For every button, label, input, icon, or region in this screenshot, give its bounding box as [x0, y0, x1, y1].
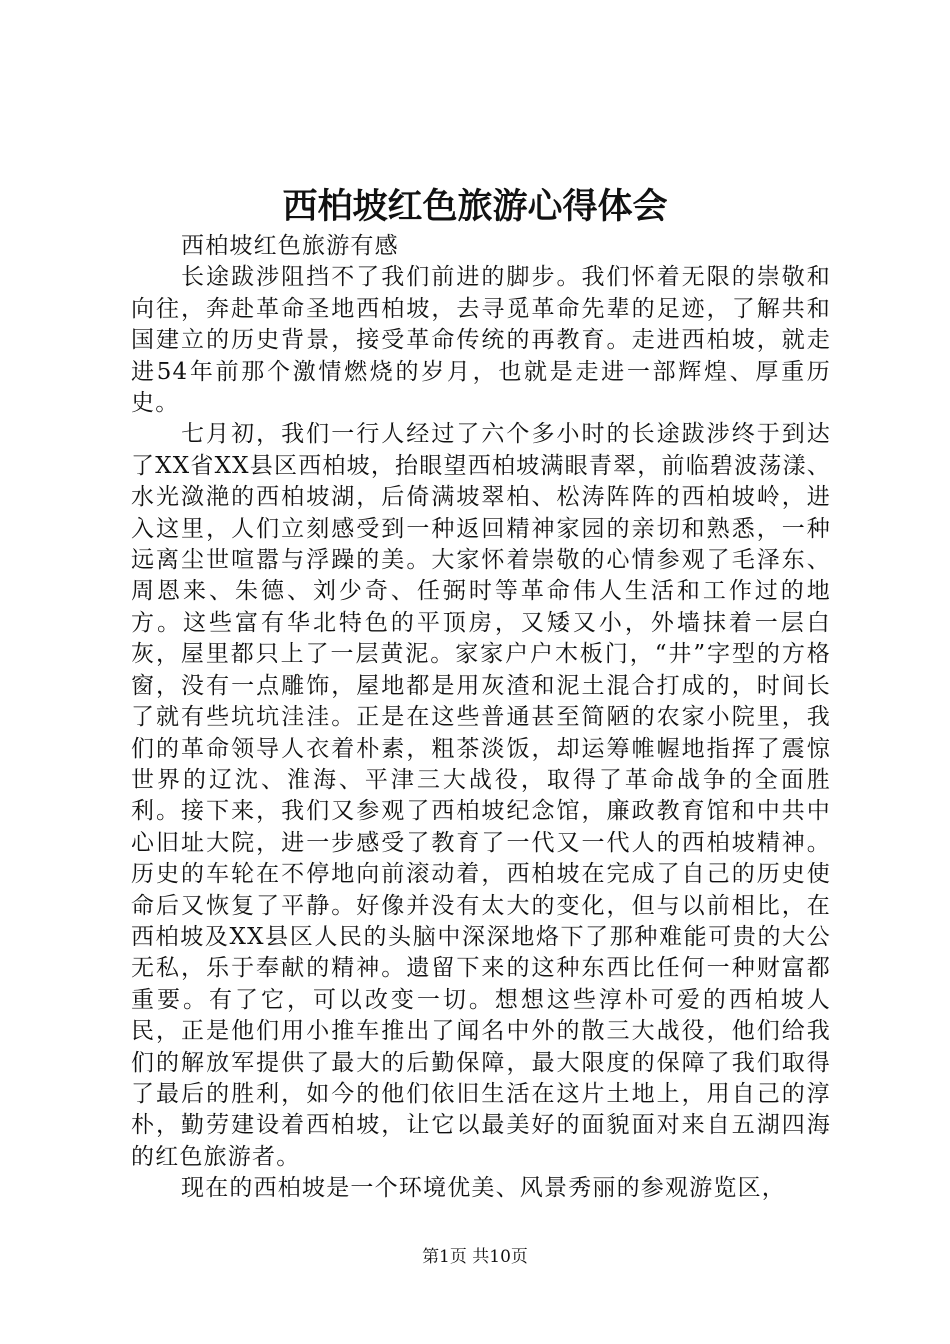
document-body [131, 231, 831, 1205]
body-paragraph-1: 长途跋涉阻挡不了我们前进的脚步。我们怀着无限的崇敬和向往，奔赴革命圣地西柏坡，去寻觅革命先辈的足迹，了解共和国建立的历史背景，接受革命传统的再教育。走进西柏坡，就走进54年前那个激情燃烧的岁月，也就是走进一部辉煌、厚重历史。 [131, 264, 831, 417]
body-paragraph-3: 现在的西柏坡是一个环境优美、风景秀丽的参观游览区， [181, 1175, 786, 1202]
subtitle-paragraph: 西柏坡红色旅游有感 [181, 233, 399, 259]
page-footer: 第1页 共10页 [422, 1247, 528, 1267]
body-paragraph-2: 七月初，我们一行人经过了六个多小时的长途跋涉终于到达了XX省XX县区西柏坡，抬眼望西柏坡满眼青翠，前临碧波荡漾、水光潋滟的西柏坡湖，后倚满坡翠柏、松涛阵阵的西柏坡岭，进入这里，人们立刻感受到一种返回精神家园的亲切和熟悉，一种远离尘世喧嚣与浮躁的美。大家怀着崇敬的心情参观了毛泽东、周恩来、朱德、刘少奇、任弼时等革命伟人生活和工作过的地方。这些富有华北特色的平顶房，又矮又小，外墙抹着一层白灰，屋里都只上了一层黄泥。家家户户木板门，“井”字型的方格窗，没有一点雕饰，屋地都是用灰渣和泥土混合打成的，时间长了就有些坑坑洼洼。正是在这些普通甚至简陋的农家小院里，我们的革命领导人衣着朴素，粗茶淡饭，却运筹帷幄地指挥了震惊世界的辽沈、淮海、平津三大战役，取得了革命战争的全面胜利。接下来，我们又参观了西柏坡纪念馆，廉政教育馆和中共中心旧址大院，进一步感受了教育了一代又一代人的西柏坡精神。历史的车轮在不停地向前滚动着，西柏坡在完成了自己的历史使命后又恢复了平静。好像并没有太大的变化，但与以前相比，在西柏坡及XX县区人民的头脑中深深地烙下了那种难能可贵的大公无私，乐于奉献的精神。遗留下来的这种东西比任何一种财富都重要。有了它，可以改变一切。想想这些淳朴可爱的西柏坡人民，正是他们用小推车推出了闻名中外的散三大战役，他们给我们的解放军提供了最大的后勤保障，最大限度的保障了我们取得了最后的胜利，如今的他们依旧生活在这片土地上，用自己的淳朴，勤劳建设着西柏坡，让它以最美好的面貌面对来自五湖四海的红色旅游者。 [131, 421, 831, 1170]
document-title: 西柏坡红色旅游心得体会 [282, 186, 668, 227]
